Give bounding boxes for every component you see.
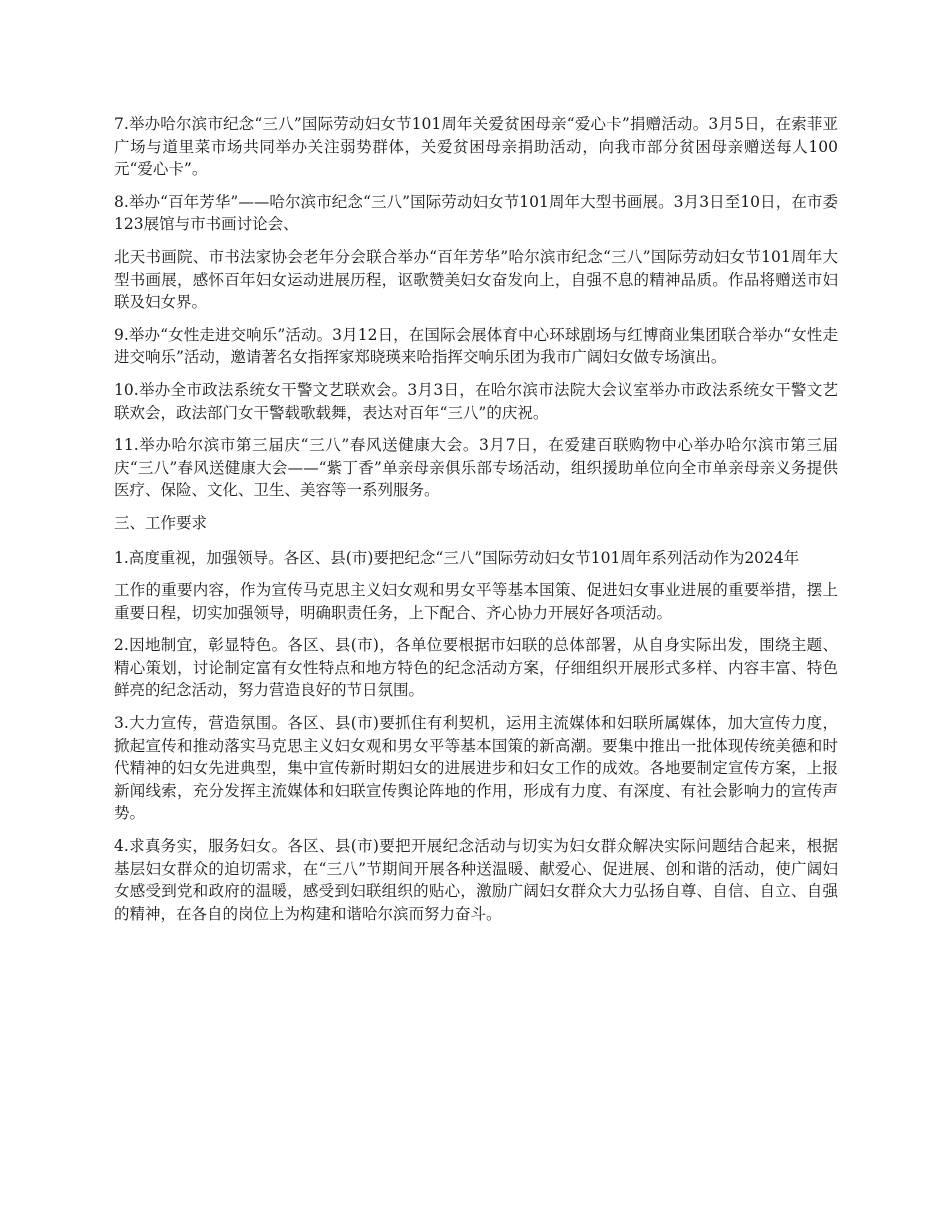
- paragraph-item-8-continued: 北天书画院、市书法家协会老年分会联合举办“百年芳华”哈尔滨市纪念“三八”国际劳动妇女节101周年大型书画展，感怀百年妇女运动进展历程，讴歌赞美妇女奋发向上，自强不息的精神品质。作品将赠送市妇联及妇女界。: [114, 247, 838, 312]
- paragraph-item-8: 8.举办“百年芳华”——哈尔滨市纪念“三八”国际劳动妇女节101周年大型书画展。3月3日至10日，在市委123展馆与市书画讨论会、: [114, 192, 838, 234]
- paragraph-item-7: 7.举办哈尔滨市纪念“三八”国际劳动妇女节101周年关爱贫困母亲“爱心卡”捐赠活动。3月5日，在索菲亚广场与道里菜市场共同举办关注弱势群体，关爱贫困母亲捐助活动，向我市部分贫困母亲赠送每人100元“爱心卡”。: [114, 115, 838, 179]
- document-body: [114, 113, 838, 935]
- paragraph-requirement-1: 1.高度重视，加强领导。各区、县(市)要把纪念“三八”国际劳动妇女节101周年系列活动作为2024年: [114, 548, 800, 567]
- paragraph-item-10: 10.举办全市政法系统女干警文艺联欢会。3月3日，在哈尔滨市法院大会议室举办市政法系统女干警文艺联欢会，政法部门女干警载歌载舞，表达对百年“三八”的庆祝。: [114, 380, 838, 422]
- section-heading-work-requirements: 三、工作要求: [114, 513, 208, 532]
- paragraph-item-11: 11.举办哈尔滨市第三届庆“三八”春风送健康大会。3月7日，在爱建百联购物中心举办哈尔滨市第三届庆“三八”春风送健康大会——“紫丁香”单亲母亲俱乐部专场活动，组织援助单位向全市单亲母亲义务提供医疗、保险、文化、卫生、美容等一系列服务。: [114, 436, 838, 500]
- paragraph-requirement-2: 2.因地制宜，彰显特色。各区、县(市)，各单位要根据市妇联的总体部署，从自身实际出发，围绕主题、精心策划，讨论制定富有女性特点和地方特色的纪念活动方案，仔细组织开展形式多样、内容丰富、特色鲜亮的纪念活动，努力营造良好的节日氛围。: [114, 636, 838, 700]
- paragraph-requirement-3: 3.大力宣传，营造氛围。各区、县(市)要抓住有利契机，运用主流媒体和妇联所属媒体，加大宣传力度，掀起宣传和推动落实马克思主义妇女观和男女平等基本国策的新高潮。要集中推出一批体现传统美德和时代精神的妇女先进典型，集中宣传新时期妇女的进展进步和妇女工作的成效。各地要制定宣传方案，上报新闻线索，充分发挥主流媒体和妇联宣传舆论阵地的作用，形成有力度、有深度、有社会影响力的宣传声势。: [114, 714, 838, 823]
- paragraph-requirement-1-continued: 工作的重要内容，作为宣传马克思主义妇女观和男女平等基本国策、促进妇女事业进展的重要举措，摆上重要日程，切实加强领导，明确职责任务，上下配合、齐心协力开展好各项活动。: [114, 581, 838, 622]
- paragraph-requirement-4: 4.求真务实，服务妇女。各区、县(市)要把开展纪念活动与切实为妇女群众解决实际问题结合起来，根据基层妇女群众的迫切需求，在“三八”节期间开展各种送温暖、献爱心、促进展、创和谐的活动，使广阔妇女感受到党和政府的温暖，感受到妇联组织的贴心，激励广阔妇女群众大力弘扬自尊、自信、自立、自强的精神，在各自的岗位上为构建和谐哈尔滨而努力奋斗。: [114, 837, 838, 923]
- paragraph-item-9: 9.举办“女性走进交响乐”活动。3月12日，在国际会展体育中心环球剧场与红博商业集团联合举办“女性走进交响乐”活动，邀请著名女指挥家郑晓瑛来哈指挥交响乐团为我市广阔妇女做专场演出。: [114, 325, 838, 367]
